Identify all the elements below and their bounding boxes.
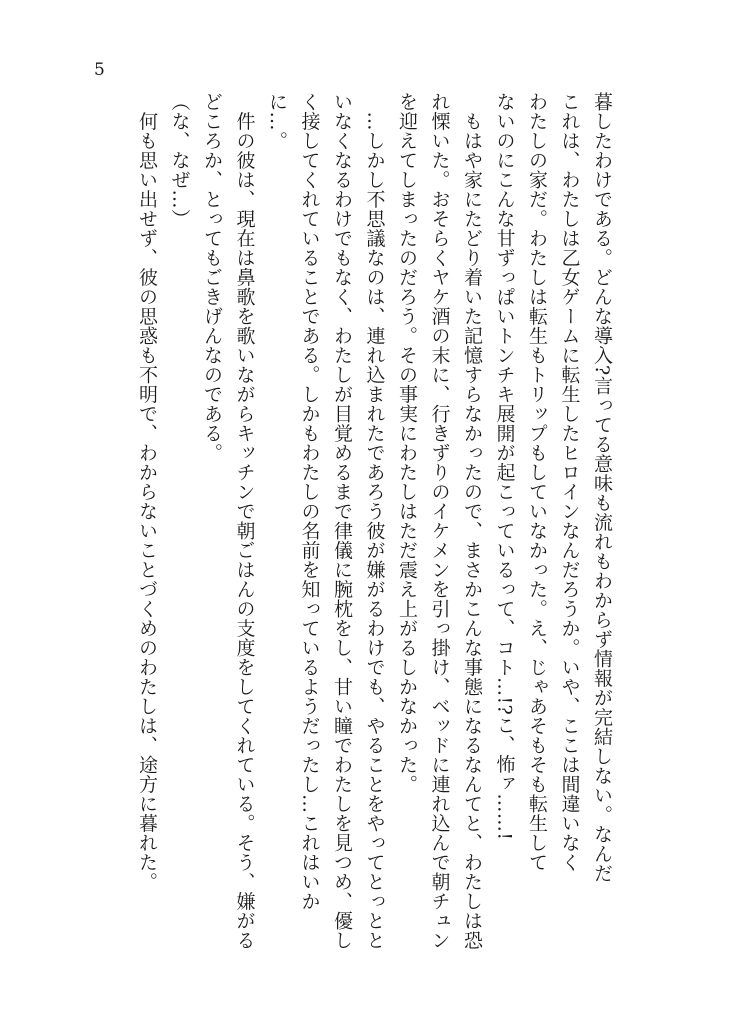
body-paragraph: 件の彼は、現在は鼻歌を歌いながらキッチンで朝ごはんの支度をしてくれている。そう、嫌がるどころか、とってもごきげんなのである。 [201, 92, 256, 950]
body-paragraph: ないのにこんな甘ずっぱいトンチキ展開が起こっているって、コト…!?こ、怖ァ……! [493, 92, 516, 841]
body-paragraph: もはや家にたどり着いた記憶すらなかったので、まさかこんな事態になるなんてと、わたしは恐れ慄いた。おそらくヤケ酒の末に、行きずりのイケメンを引っ掛け、ベッドに連れ込んで朝チュンを迎えてしまったのだろう。その事実にわたしはただ震え上がるしかなかった。 [396, 92, 483, 950]
body-line: 暮したわけである。どんな導入?言ってる意味も流れもわからず情報が完結しない。なんだ [591, 92, 613, 883]
body-line: これは、わたしは乙女ゲームに転生したヒロインなんだろうか。いや、ここは間違いなく [558, 92, 581, 872]
body-paragraph: …しかし不思議なのは、連れ込まれたであろう彼が嫌がるわけでも、やることをやってとっとといなくなるわけでもなく、わたしが目覚めるまで律儀に腕枕をし、甘い瞳でわたしを見つめ、優しく接してくれていることである。しかもわたしの名前を知っているようだったし…これはいかに…。 [266, 92, 386, 950]
body-line: わたしの家だ。わたしは転生もトリップもしていなかった。え、じゃあそもそも転生して [526, 92, 548, 872]
body-paragraph: （な、なぜ…） [168, 92, 191, 229]
body-paragraph: 何も思い出せず、彼の思惑も不明で、わからないことづくめのわたしは、途方に暮れた。 [136, 92, 158, 892]
page-number: 5 [94, 60, 105, 80]
body-text [131, 92, 619, 952]
